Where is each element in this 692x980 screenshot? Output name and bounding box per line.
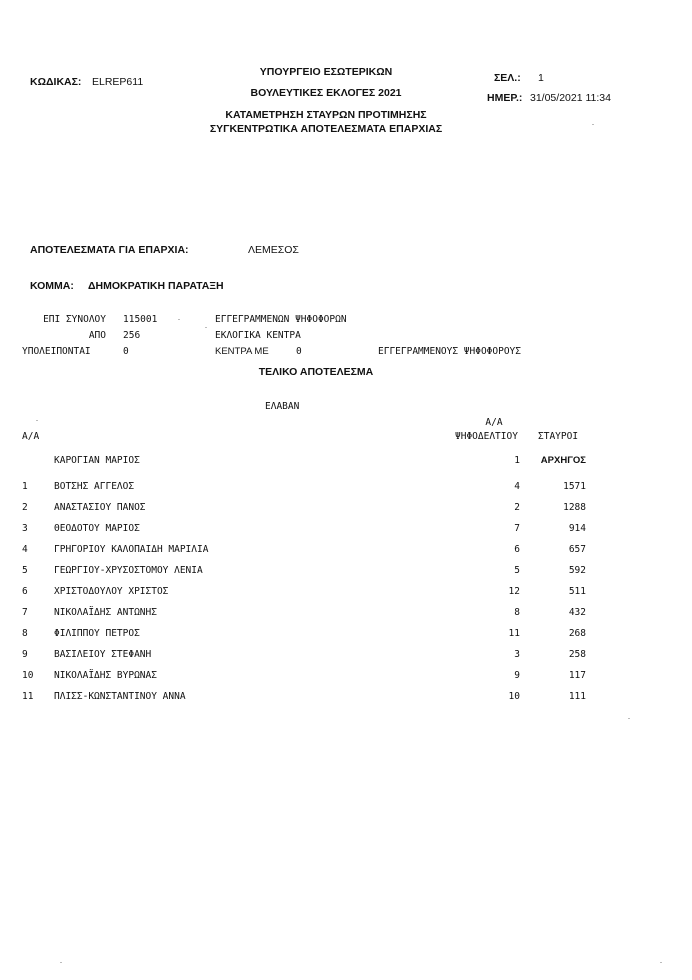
row-index: 8	[22, 628, 28, 639]
row-index: 1	[22, 481, 28, 492]
leader-name: ΚΑΡΟΓΙΑΝ ΜΑΡΙΟΣ	[54, 455, 140, 466]
row-index: 3	[22, 523, 28, 534]
ballot-column-header-top: Α/Α	[485, 417, 503, 428]
candidate-name: ΦΙΛΙΠΠΟΥ ΠΕΤΡΟΣ	[54, 628, 140, 639]
ballot-number: 12	[508, 586, 520, 597]
ballot-number: 9	[514, 670, 520, 681]
vote-count: 511	[568, 586, 586, 597]
district-label: ΑΠΟΤΕΛΕΣΜΑΤΑ ΓΙΑ ΕΠΑΡΧΙΑ:	[30, 244, 189, 256]
from-value: 256	[123, 330, 141, 341]
centers-value: 0	[296, 346, 302, 357]
row-index: 7	[22, 607, 28, 618]
scan-speck	[178, 319, 180, 320]
result-title: ΤΕΛΙΚΟ ΑΠΟΤΕΛΕΣΜΑ	[258, 366, 374, 378]
leader-ballot: 1	[514, 455, 520, 466]
vote-count: 111	[568, 691, 586, 702]
table-row	[0, 649, 692, 663]
ballot-number: 2	[514, 502, 520, 513]
row-index: 10	[22, 670, 34, 681]
remaining-value: 0	[123, 346, 129, 357]
index-column-header: Α/Α	[22, 431, 40, 442]
scan-speck	[660, 962, 662, 963]
table-row	[0, 481, 692, 495]
party-label: ΚΟΜΜΑ:	[30, 280, 74, 292]
ballot-number: 11	[508, 628, 520, 639]
candidate-name: ΓΕΩΡΓΙΟΥ-ΧΡΥΣΟΣΤΟΜΟΥ ΛΕΝΙΑ	[54, 565, 203, 576]
date-label: ΗΜΕΡ.:	[487, 92, 523, 104]
received-label: ΕΛΑΒΑΝ	[265, 401, 300, 412]
table-row	[0, 502, 692, 516]
party-value: ΔΗΜΟΚΡΑΤΙΚΗ ΠΑΡΑΤΑΞΗ	[88, 280, 224, 292]
total-voters-value: 115001	[123, 314, 158, 325]
leader-row	[0, 455, 692, 469]
report-title-line1: ΚΑΤΑΜΕΤΡΗΣΗ ΣΤΑΥΡΩΝ ΠΡΟΤΙΜΗΣΗΣ	[225, 109, 427, 121]
candidate-name: ΠΛΙΣΣ-ΚΩΝΣΤΑΝΤΙΝΟΥ ΑΝΝΑ	[54, 691, 186, 702]
ballot-number: 3	[514, 649, 520, 660]
ballot-number: 7	[514, 523, 520, 534]
vote-count: 657	[568, 544, 586, 555]
ballot-column-header: ΨΗΦΟΔΕΛΤΙΟΥ	[455, 431, 518, 442]
vote-count: 592	[568, 565, 586, 576]
ballot-number: 5	[514, 565, 520, 576]
district-value: ΛΕΜΕΣΟΣ	[248, 244, 299, 256]
candidate-name: ΧΡΙΣΤΟΔΟΥΛΟΥ ΧΡΙΣΤΟΣ	[54, 586, 169, 597]
scan-speck	[60, 962, 62, 963]
remaining-label: ΥΠΟΛΕΙΠΟΝΤΑΙ	[22, 346, 91, 357]
candidate-name: ΝΙΚΟΛΑΪΔΗΣ ΒΥΡΩΝΑΣ	[54, 670, 157, 681]
from-label: ΑΠΟ	[88, 330, 106, 341]
candidate-name: ΒΑΣΙΛΕΙΟΥ ΣΤΕΦΑΝΗ	[54, 649, 152, 660]
centers-label: ΚΕΝΤΡΑ ΜΕ	[215, 346, 269, 357]
candidate-name: ΝΙΚΟΛΑΪΔΗΣ ΑΝΤΩΝΗΣ	[54, 607, 157, 618]
page-label: ΣΕΛ.:	[494, 72, 521, 84]
table-row	[0, 586, 692, 600]
table-row	[0, 565, 692, 579]
row-index: 6	[22, 586, 28, 597]
total-voters-label: ΕΠΙ ΣΥΝΟΛΟΥ	[43, 314, 106, 325]
vote-count: 268	[568, 628, 586, 639]
row-index: 9	[22, 649, 28, 660]
page-number: 1	[538, 72, 544, 84]
table-row	[0, 691, 692, 705]
vote-count: 258	[568, 649, 586, 660]
vote-count: 432	[568, 607, 586, 618]
table-row	[0, 523, 692, 537]
row-index: 2	[22, 502, 28, 513]
vote-count: 914	[568, 523, 586, 534]
ballot-number: 6	[514, 544, 520, 555]
scan-speck	[628, 718, 630, 719]
row-index: 11	[22, 691, 34, 702]
table-row	[0, 628, 692, 642]
from-desc: ΕΚΛΟΓΙΚΑ ΚΕΝΤΡΑ	[215, 330, 301, 341]
election-title: ΒΟΥΛΕΥΤΙΚΕΣ ΕΚΛΟΓΕΣ 2021	[250, 87, 402, 99]
ballot-number: 10	[508, 691, 520, 702]
row-index: 5	[22, 565, 28, 576]
candidate-name: ΒΟΤΣΗΣ ΑΓΓΕΛΟΣ	[54, 481, 135, 492]
row-index: 4	[22, 544, 28, 555]
report-title-line2: ΣΥΓΚΕΝΤΡΩΤΙΚΑ ΑΠΟΤΕΛΕΣΜΑΤΑ ΕΠΑΡΧΙΑΣ	[209, 123, 443, 135]
candidate-name: ΘΕΟΔΟΤΟΥ ΜΑΡΙΟΣ	[54, 523, 140, 534]
total-voters-desc: ΕΓΓΕΓΡΑΜΜΕΝΩΝ ΨΗΦΟΦΟΡΩΝ	[215, 314, 347, 325]
table-row	[0, 544, 692, 558]
ministry-title: ΥΠΟΥΡΓΕΙΟ ΕΣΩΤΕΡΙΚΩΝ	[259, 66, 393, 78]
vote-count: 1571	[563, 481, 586, 492]
votes-column-header: ΣΤΑΥΡΟΙ	[538, 431, 579, 442]
scan-speck	[36, 420, 38, 421]
ballot-number: 8	[514, 607, 520, 618]
date-value: 31/05/2021 11:34	[530, 92, 611, 104]
scan-speck	[205, 327, 207, 328]
candidate-name: ΑΝΑΣΤΑΣΙΟΥ ΠΑΝΟΣ	[54, 502, 146, 513]
scan-speck	[592, 124, 594, 125]
leader-votes: ΑΡΧΗΓΟΣ	[540, 455, 586, 466]
centers-desc: ΕΓΓΕΓΡΑΜΜΕΝΟΥΣ ΨΗΦΟΦΟΡΟΥΣ	[378, 346, 521, 357]
code-label: ΚΩΔΙΚΑΣ:	[30, 76, 82, 88]
table-row	[0, 670, 692, 684]
table-row	[0, 607, 692, 621]
ballot-number: 4	[514, 481, 520, 492]
candidate-name: ΓΡΗΓΟΡΙΟΥ ΚΑΛΟΠΑΙΔΗ ΜΑΡΙΛΙΑ	[54, 544, 209, 555]
code-value: ELREP611	[92, 76, 144, 88]
vote-count: 1288	[563, 502, 586, 513]
vote-count: 117	[568, 670, 586, 681]
